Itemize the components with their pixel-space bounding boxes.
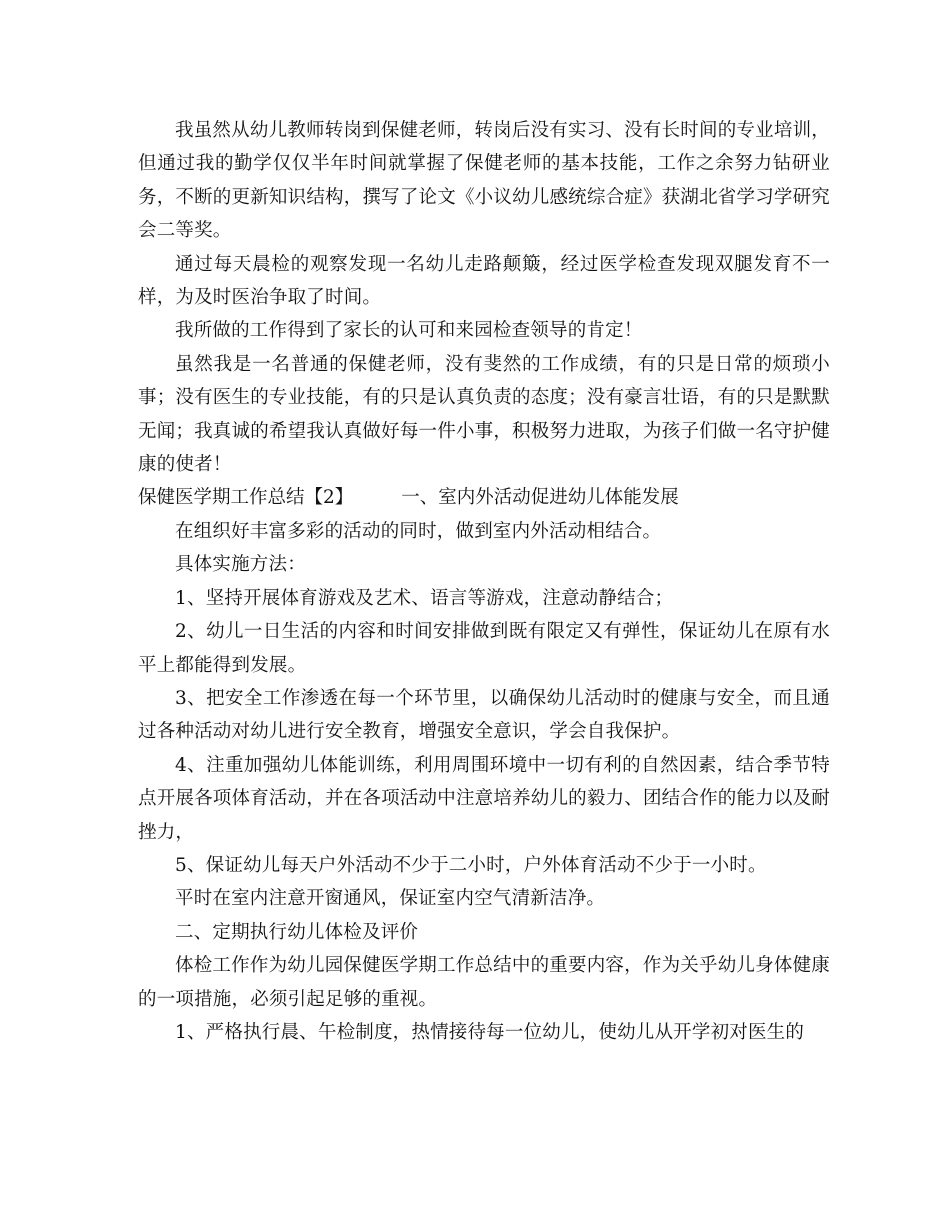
paragraph-recognition: 我所做的工作得到了家长的认可和来园检查领导的肯定！ — [175, 320, 643, 342]
section-title: 保健医学期工作总结【2】 — [138, 487, 354, 509]
paragraph-morning-check: 通过每天晨检的观察发现一名幼儿走路颠簸，经过医学检查发现双腿发育不一样，为及时医治争取了时间。 — [138, 253, 830, 309]
list-item-3: 3、把安全工作渗透在每一个环节里，以确保幼儿活动时的健康与安全，而且通过各种活动对幼儿进行安全教育，增强安全意识，学会自我保护。 — [138, 687, 830, 743]
paragraph-methods-label: 具体实施方法： — [175, 554, 306, 576]
list-item-exam-1: 1、严格执行晨、午检制度，热情接待每一位幼儿，使幼儿从开学初对医生的 — [175, 1021, 805, 1043]
paragraph-physical-exam: 体检工作作为幼儿园保健医学期工作总结中的重要内容，作为关乎幼儿身体健康的一项措施，必须引起足够的重视。 — [138, 955, 830, 1010]
section-heading-row — [138, 481, 830, 514]
paragraph-ordinary-teacher: 虽然我是一名普通的保健老师，没有斐然的工作成绩，有的只是日常的烦琐小事；没有医生的专业技能，有的只是认真负责的态度；没有豪言壮语，有的只是默默无闻；我真诚的希望我认真做好每一件小事，积极努力进取，为孩子们做一名守护健康的使者！ — [138, 353, 830, 476]
paragraph-transfer-experience: 我虽然从幼儿教师转岗到保健老师，转岗后没有实习、没有长时间的专业培训，但通过我的勤学仅仅半年时间就掌握了保健老师的基本技能，工作之余努力钻研业务，不断的更新知识结构，撰写了论文《小议幼儿感统综合症》获湖北省学习学研究会二等奖。 — [138, 120, 830, 242]
document-body — [138, 114, 830, 1049]
list-item-4: 4、注重加强幼儿体能训练，利用周围环境中一切有利的自然因素，结合季节特点开展各项体育活动，并在各项活动中注意培养幼儿的毅力、团结合作的能力以及耐挫力， — [138, 754, 830, 843]
list-item-2: 2、幼儿一日生活的内容和时间安排做到既有限定又有弹性，保证幼儿在原有水平上都能得到发展。 — [138, 621, 830, 676]
paragraph-ventilation: 平时在室内注意开窗通风，保证室内空气清新洁净。 — [175, 888, 606, 910]
section-heading-2: 二、定期执行幼儿体检及评价 — [175, 921, 419, 943]
section-subtitle: 一、室内外活动促进幼儿体能发展 — [401, 487, 679, 509]
list-item-5: 5、保证幼儿每天户外活动不少于二小时，户外体育活动不少于一小时。 — [175, 854, 767, 876]
list-item-1: 1、坚持开展体育游戏及艺术、语言等游戏，注意动静结合； — [175, 587, 674, 609]
paragraph-indoor-outdoor: 在组织好丰富多彩的活动的同时，做到室内外活动相结合。 — [175, 520, 662, 542]
